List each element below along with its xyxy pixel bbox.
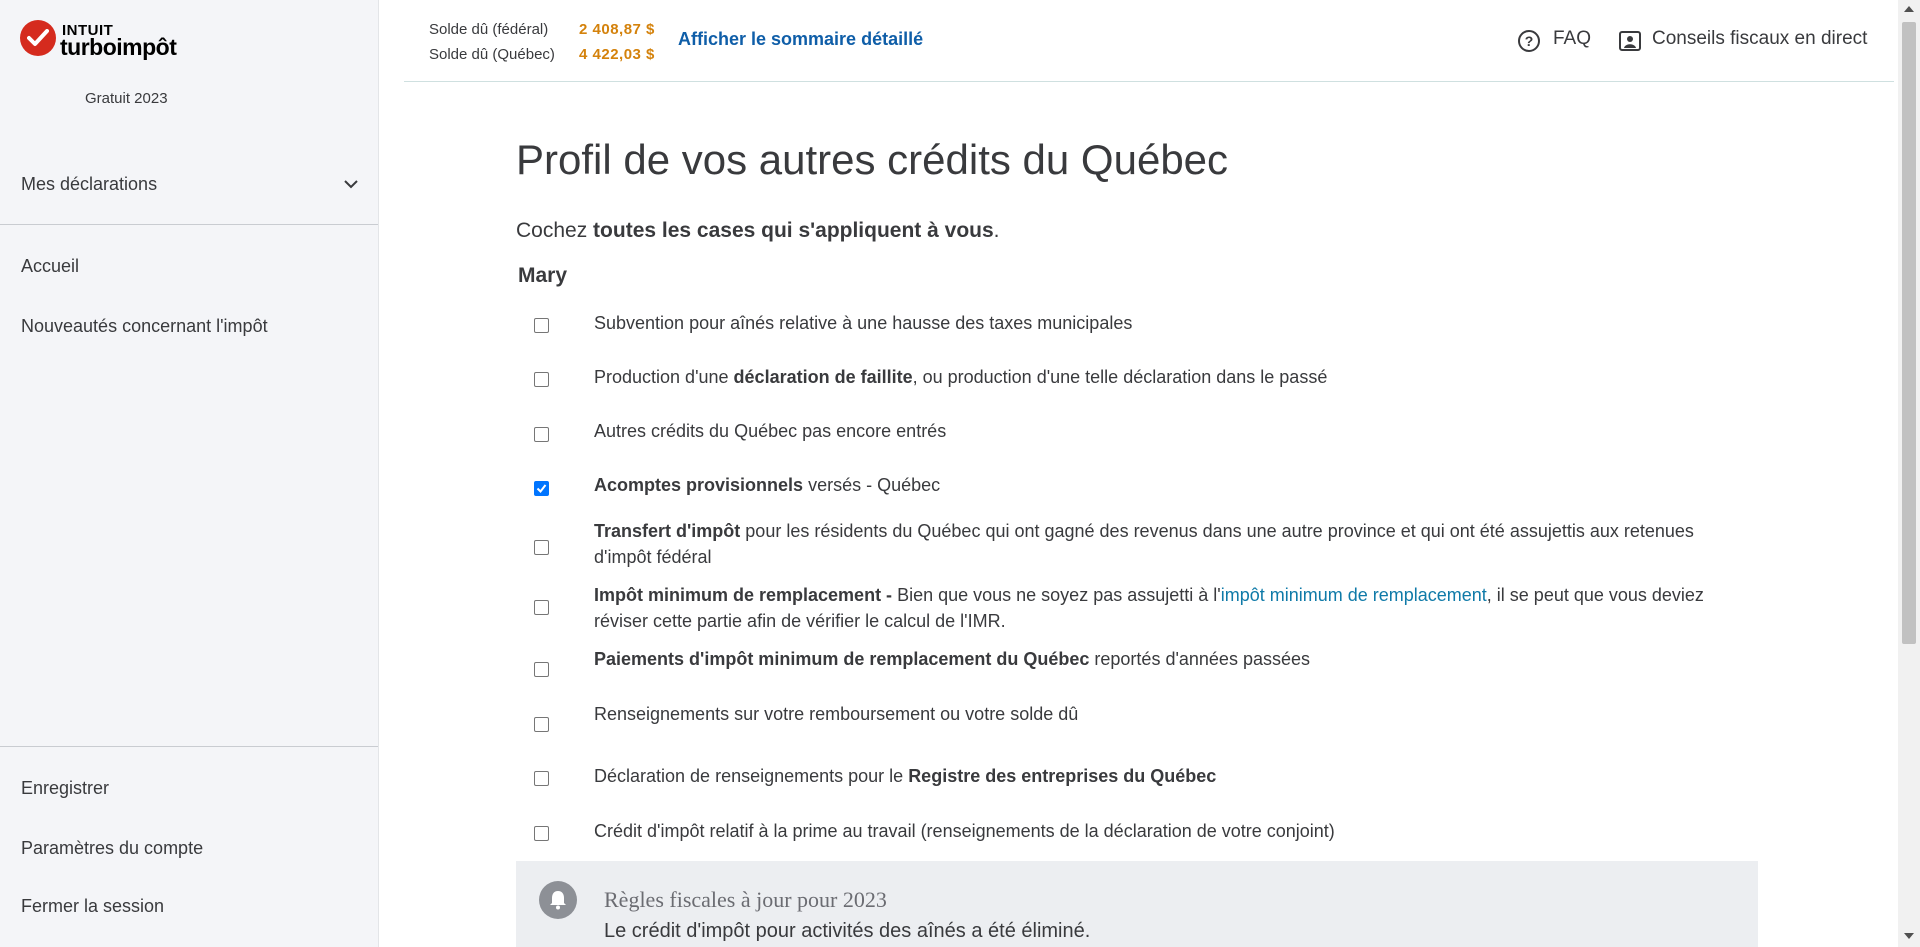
checkbox[interactable]	[534, 540, 549, 555]
expert-icon	[1618, 29, 1642, 53]
checkbox[interactable]	[534, 600, 549, 615]
edition-label: Gratuit 2023	[85, 90, 168, 107]
checkbox[interactable]	[534, 372, 549, 387]
sidebar	[0, 0, 379, 947]
federal-balance-label: Solde dû (fédéral)	[429, 21, 549, 38]
checkbox[interactable]	[534, 717, 549, 732]
checkbox[interactable]	[534, 427, 549, 442]
checkbox[interactable]	[534, 662, 549, 677]
amt-help-link[interactable]: impôt minimum de remplacement	[1220, 585, 1487, 605]
notice-body: Le crédit d'impôt pour activités des aînés a été éliminé.	[604, 920, 1091, 942]
vertical-scrollbar[interactable]	[1898, 0, 1920, 947]
sidebar-item-sign-out[interactable]: Fermer la session	[21, 896, 165, 916]
faq-label: FAQ	[1553, 28, 1592, 49]
sidebar-item-tax-news[interactable]: Nouveautés concernant l'impôt	[21, 316, 268, 336]
checkbox[interactable]	[534, 826, 549, 841]
checkbox[interactable]	[534, 318, 549, 333]
page-title: Profil de vos autres crédits du Québec	[516, 136, 1229, 183]
help-circle-icon	[1517, 29, 1541, 53]
intuit-wordmark: INTUIT	[62, 22, 114, 39]
product-wordmark: turboimpôt	[60, 34, 177, 60]
instructions: Cochez toutes les cases qui s'appliquent à vous.	[516, 219, 1000, 242]
check-icon	[536, 483, 547, 494]
detailed-summary-link[interactable]: Afficher le sommaire détaillé	[678, 29, 924, 49]
scroll-thumb[interactable]	[1902, 22, 1916, 644]
checkbox-checked[interactable]	[534, 481, 549, 496]
tax-rules-notice	[516, 861, 1758, 947]
bell-icon	[539, 881, 577, 919]
option-label: Transfert d'impôt pour les résidents du Québec qui ont gagné des revenus dans une autre province et qui ont été assujettis aux retenues d'impôt fédéral	[594, 521, 1694, 567]
option-label: Subvention pour aînés relative à une hausse des taxes municipales	[594, 313, 1133, 333]
option-label: Production d'une déclaration de faillite, ou production d'une telle déclaration dans le passé	[594, 367, 1328, 387]
quebec-balance-value: 4 422,03 $	[579, 46, 655, 63]
sidebar-divider	[0, 224, 378, 225]
sidebar-item-save[interactable]: Enregistrer	[21, 778, 110, 798]
scroll-down-arrow-icon[interactable]	[1904, 933, 1914, 939]
sidebar-item-my-returns[interactable]: Mes déclarations	[21, 174, 158, 194]
federal-balance-value: 2 408,87 $	[579, 21, 655, 38]
checkbox[interactable]	[534, 771, 549, 786]
live-tax-advice-button[interactable]	[1618, 28, 1867, 50]
notice-title: Règles fiscales à jour pour 2023	[604, 887, 887, 912]
scroll-up-arrow-icon[interactable]	[1904, 6, 1914, 12]
faq-button[interactable]	[1517, 28, 1591, 50]
chevron-down-icon[interactable]	[343, 176, 359, 192]
option-label: Acomptes provisionnels versés - Québec	[594, 475, 941, 495]
option-label: Impôt minimum de remplacement - Bien que vous ne soyez pas assujetti à l'impôt minimum de remplacement, il se peut que vous deviez réviser cette partie afin de vérifier le calcul de l'IMR.	[594, 585, 1704, 631]
top-header	[404, 0, 1894, 82]
option-label: Renseignements sur votre remboursement ou votre solde dû	[594, 704, 1079, 724]
sidebar-divider	[0, 746, 378, 747]
sidebar-item-account-settings[interactable]: Paramètres du compte	[21, 838, 204, 858]
quebec-balance-label: Solde dû (Québec)	[429, 46, 555, 63]
option-label: Paiements d'impôt minimum de remplacement du Québec reportés d'années passées	[594, 649, 1310, 669]
checkmark-circle-icon	[20, 20, 56, 56]
svg-text:?: ?	[1524, 33, 1534, 49]
option-label: Autres crédits du Québec pas encore entrés	[594, 421, 947, 441]
taxpayer-name: Mary	[518, 264, 568, 287]
option-label: Déclaration de renseignements pour le Registre des entreprises du Québec	[594, 766, 1217, 786]
sidebar-item-home[interactable]: Accueil	[21, 256, 80, 276]
option-label: Crédit d'impôt relatif à la prime au travail (renseignements de la déclaration de votre conjoint)	[594, 821, 1335, 841]
live-tax-advice-label: Conseils fiscaux en direct	[1652, 28, 1868, 49]
